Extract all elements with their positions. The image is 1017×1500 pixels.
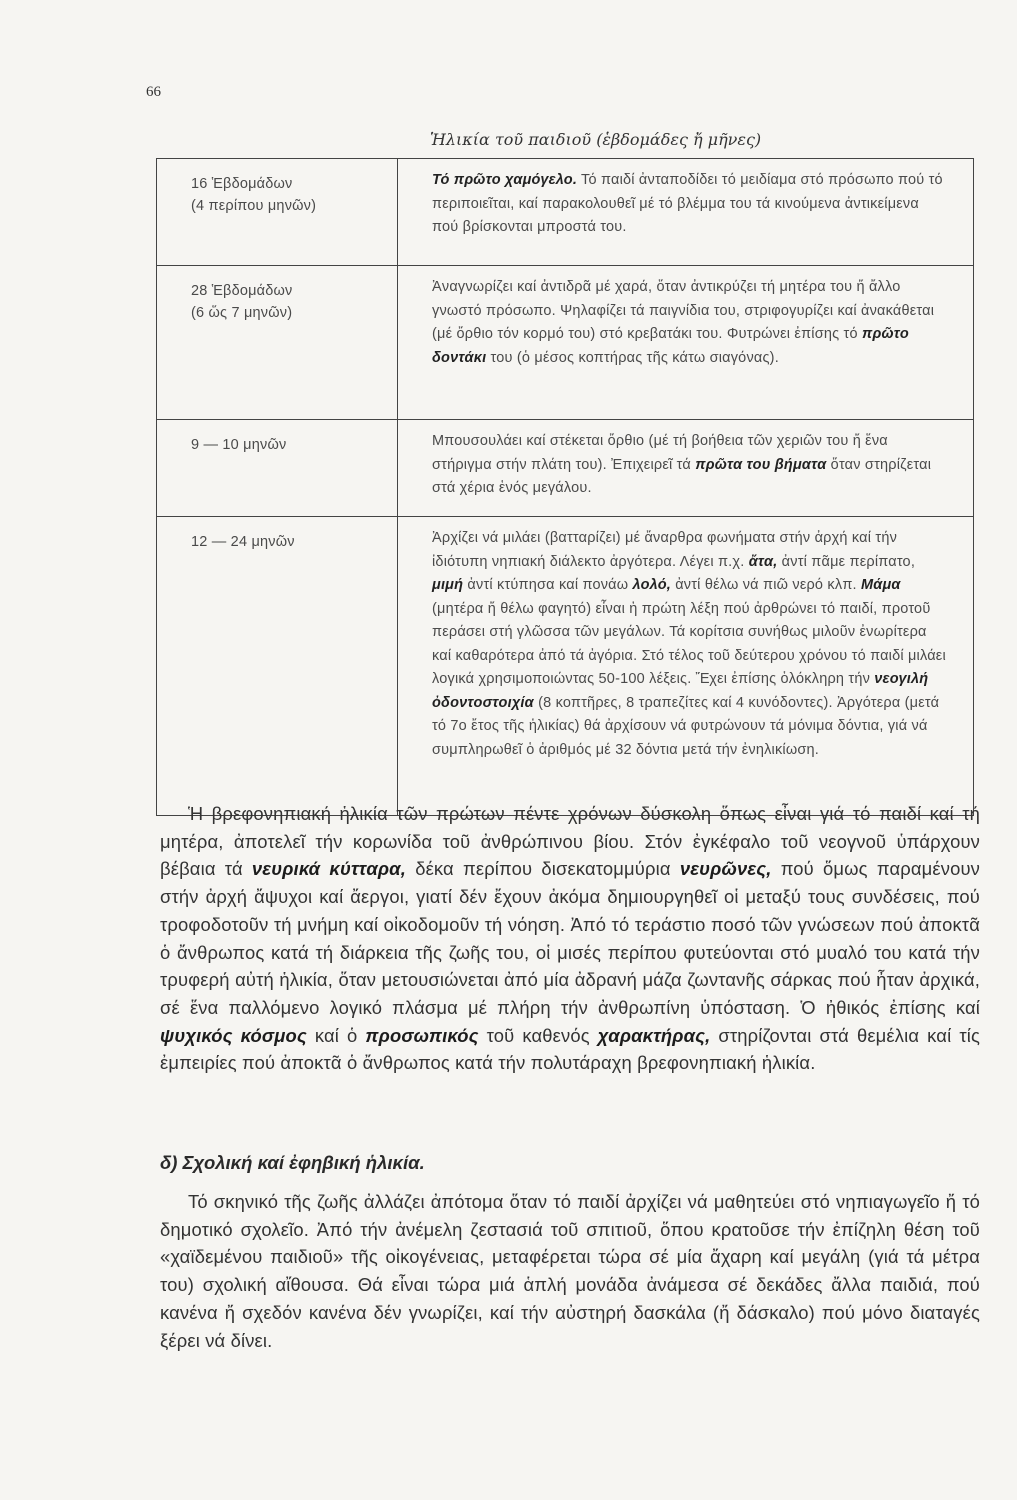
description-text: Ἀναγνωρίζει καί ἀντιδρᾶ μέ χαρά, ὅταν ἀντικρύζει τή μητέρα του ἤ ἄλλο γνωστό πρόσωπο. Ψηλαφίζει τά παιγνίδια του, στριφογυρίζει καί ἀνακάθεται (μέ ὄρθιο τόν κορμό του) στό κρεβατάκι του. Φυτρώνει ἐπίσης τό bbox=[432, 279, 935, 342]
description-cell bbox=[398, 266, 974, 420]
paragraph-text: τοῦ καθενός bbox=[478, 1024, 598, 1046]
page-number: 66 bbox=[146, 84, 161, 100]
emphasis: λολό, bbox=[632, 577, 671, 593]
emphasis: προσωπικός bbox=[365, 1024, 479, 1046]
body-paragraph: Τό σκηνικό τῆς ζωῆς ἀλλάζει ἀπότομα ὅταν τό παιδί ἀρχίζει νά μαθητεύει στό νηπιαγωγεῖο ἤ τό δημοτικό σχολεῖο. Ἀπό τήν ἀνέμελη ζεστασιά τοῦ σπιτιοῦ, ὅπου κρατοῦσε τήν ἐπίζηλη θέση τοῦ «χαϊδεμένου παιδιοῦ» τῆς οἰκογένειας, μεταφέρεται τώρα σέ μία ἄχαρη καί μεγάλη (γιά τά μέτρα του) σχολική αἴθουσα. Θά εἶναι τώρα μιά ἁπλή μονάδα ἀνάμεσα σέ δεκάδες ἄλλα παιδιά, πού κανένα ἤ σχεδόν κανένα δέν γνωρίζει, καί τήν αὐστηρή δασκάλα (ἤ δάσκαλο) πού μόνο διαταγές ξέρει νά δίνει. bbox=[160, 1191, 980, 1351]
description-text: ὅταν στηρίζεται στά χέρια ἑνός μεγάλου. bbox=[432, 456, 932, 496]
emphasis: νεογιλή ὀδοντοστοιχία bbox=[432, 671, 929, 711]
table-row bbox=[157, 517, 974, 816]
age-line: 28 Ἑβδομάδων bbox=[191, 283, 293, 299]
description-cell bbox=[398, 420, 974, 517]
table-row bbox=[157, 266, 974, 420]
emphasis: ἄτα, bbox=[748, 553, 778, 570]
emphasis: ψυχικός κόσμος bbox=[160, 1024, 307, 1046]
age-milestones-table bbox=[156, 158, 974, 816]
emphasis: χαρακτήρας, bbox=[597, 1024, 711, 1046]
age-line: (6 ὥς 7 μηνῶν) bbox=[191, 305, 293, 321]
description-text: του (ὁ μέσος κοπτήρας τῆς κάτω σιαγόνας). bbox=[486, 349, 779, 366]
age-cell bbox=[157, 517, 398, 816]
age-cell bbox=[157, 266, 398, 420]
age-line: 12 — 24 μηνῶν bbox=[191, 534, 295, 550]
description-text: (8 κοπτῆρες, 8 τραπεζίτες καί 4 κυνόδοντες). Ἀργότερα (μετά τό 7ο ἔτος τῆς ἡλικίας) θά ἀρχίσουν νά φυτρώνουν τά μόνιμα δόντια, γιά νά συμπληρωθεῖ ὁ ἀριθμός μέ 32 δόντια μετά τήν ἐνηλικίωση. bbox=[432, 694, 940, 758]
paragraph-text: καί ὁ bbox=[306, 1024, 366, 1046]
emphasis: Τό πρῶτο χαμόγελο. bbox=[432, 172, 578, 188]
description-text: ἀντί κτύπησα καί πονάω bbox=[463, 577, 633, 593]
emphasis: πρῶτο δοντάκι bbox=[432, 326, 909, 366]
description-text: Μπουσουλάει καί στέκεται ὄρθιο (μέ τή βοήθεια τῶν χεριῶν του ἤ ἕνα στήριγμα στήν πλάτη του). Ἐπιχειρεῖ τά bbox=[432, 433, 888, 473]
age-cell bbox=[157, 420, 398, 517]
emphasis: Μάμα bbox=[861, 577, 901, 593]
emphasis: μιμή bbox=[432, 577, 464, 593]
age-line: 16 Ἑβδομάδων bbox=[191, 176, 293, 192]
description-cell bbox=[398, 159, 974, 266]
paragraph-text: Ἡ βρεφονηπιακή ἡλικία τῶν πρώτων πέντε χρόνων δύσκολη ὅπως εἶναι γιά τό παιδί καί τή μητέρα, ἀποτελεῖ τήν κορωνίδα τοῦ ἀνθρώπινου βίου. Στόν ἐγκέφαλο τοῦ νεογνοῦ ὑπάρχουν βέβαια τά bbox=[160, 803, 980, 880]
description-cell bbox=[398, 517, 974, 816]
paragraph-text: στηρίζονται στά θεμέλια καί τίς ἐμπειρίες πού ἀποκτᾶ ὁ ἄνθρωπος κατά τήν πολυτάραχη βρεφονηπιακή ἡλικία. bbox=[160, 1024, 980, 1074]
description-text: (μητέρα ἤ θέλω φαγητό) εἶναι ἡ πρώτη λέξη πού ἀρθρώνει τό παιδί, προτοῦ περάσει στή γλῶσσα τῶν μεγάλων. Τά κορίτσια συνήθως μιλοῦν ἐνωρίτερα καί καθαρότερα ἀπό τά ἀγόρια. Στό τέλος τοῦ δεύτερου χρόνου τό παιδί μιλάει λογικά χρησιμοποιώντας 50-100 λέξεις. Ἔχει ἐπίσης ὁλόκληρη τήν bbox=[432, 600, 946, 687]
table-caption: Ἡλικία τοῦ παιδιοῦ (ἑβδομάδες ἤ μῆνες) bbox=[430, 130, 762, 149]
paragraph-text: δέκα περίπου δισεκατομμύρια bbox=[406, 858, 680, 880]
description-text: Τό παιδί ἀνταποδίδει τό μειδίαμα στό πρόσωπο πού τό περιποιεῖται, καί παρακολουθεῖ μέ τό βλέμμα του τά κινούμενα ἀντικείμενα πού βρίσκονται μπροστά του. bbox=[432, 172, 943, 235]
age-line: 9 — 10 μηνῶν bbox=[191, 437, 287, 453]
table-row bbox=[157, 159, 974, 266]
description-text: ἀντί θέλω νά πιῶ νερό κλπ. bbox=[670, 577, 861, 593]
table-row bbox=[157, 420, 974, 517]
description-text: ἀντί πᾶμε περίπατο, bbox=[777, 553, 916, 570]
age-line: (4 περίπου μηνῶν) bbox=[191, 198, 317, 214]
body-paragraph bbox=[160, 800, 980, 1077]
age-cell bbox=[157, 159, 398, 266]
emphasis: νευρῶνες, bbox=[679, 858, 772, 880]
paragraph-text: πού ὅμως παραμένουν στήν ἀρχή ἄψυχοι καί ἄεργοι, γιατί δέν ἔχουν ἀκόμα δημιουργηθεῖ οἱ μεταξύ τους συνδέσεις, πού τροφοδοτοῦν τή μνήμη καί οἰκοδομοῦν τή νόηση. Ἀπό τό τεράστιο ποσό τῶν γνώσεων πού ἀποκτᾶ ὁ ἄνθρωπος κατά τή διάρκεια τῆς ζωῆς του, οἱ μισές περίπου φυτεύονται στό μυαλό του κατά τήν τρυφερή αὐτή ἡλικία, ὅταν μετουσιώνεται ἀπό μία ἀδρανή μάζα ζωντανῆς σάρκας πού ἦταν ἀρχικά, σέ ἕνα παλλόμενο λογικό πλάσμα μέ πλήρη τήν ἀνθρωπίνη ὑπόσταση. Ὁ ἠθικός ἐπίσης καί bbox=[160, 858, 980, 1018]
description-text: Ἀρχίζει νά μιλάει (βατταρίζει) μέ ἄναρθρα φωνήματα στήν ἀρχή καί τήν ἰδιότυπη νηπιακή διάλεκτο ἀργότερα. Λέγει π.χ. bbox=[432, 530, 898, 570]
emphasis: πρῶτα του βήματα bbox=[695, 456, 827, 473]
section-heading: δ) Σχολική καί ἐφηβική ἡλικία. bbox=[160, 1152, 425, 1173]
emphasis: νευρικά κύτταρα, bbox=[251, 858, 406, 880]
